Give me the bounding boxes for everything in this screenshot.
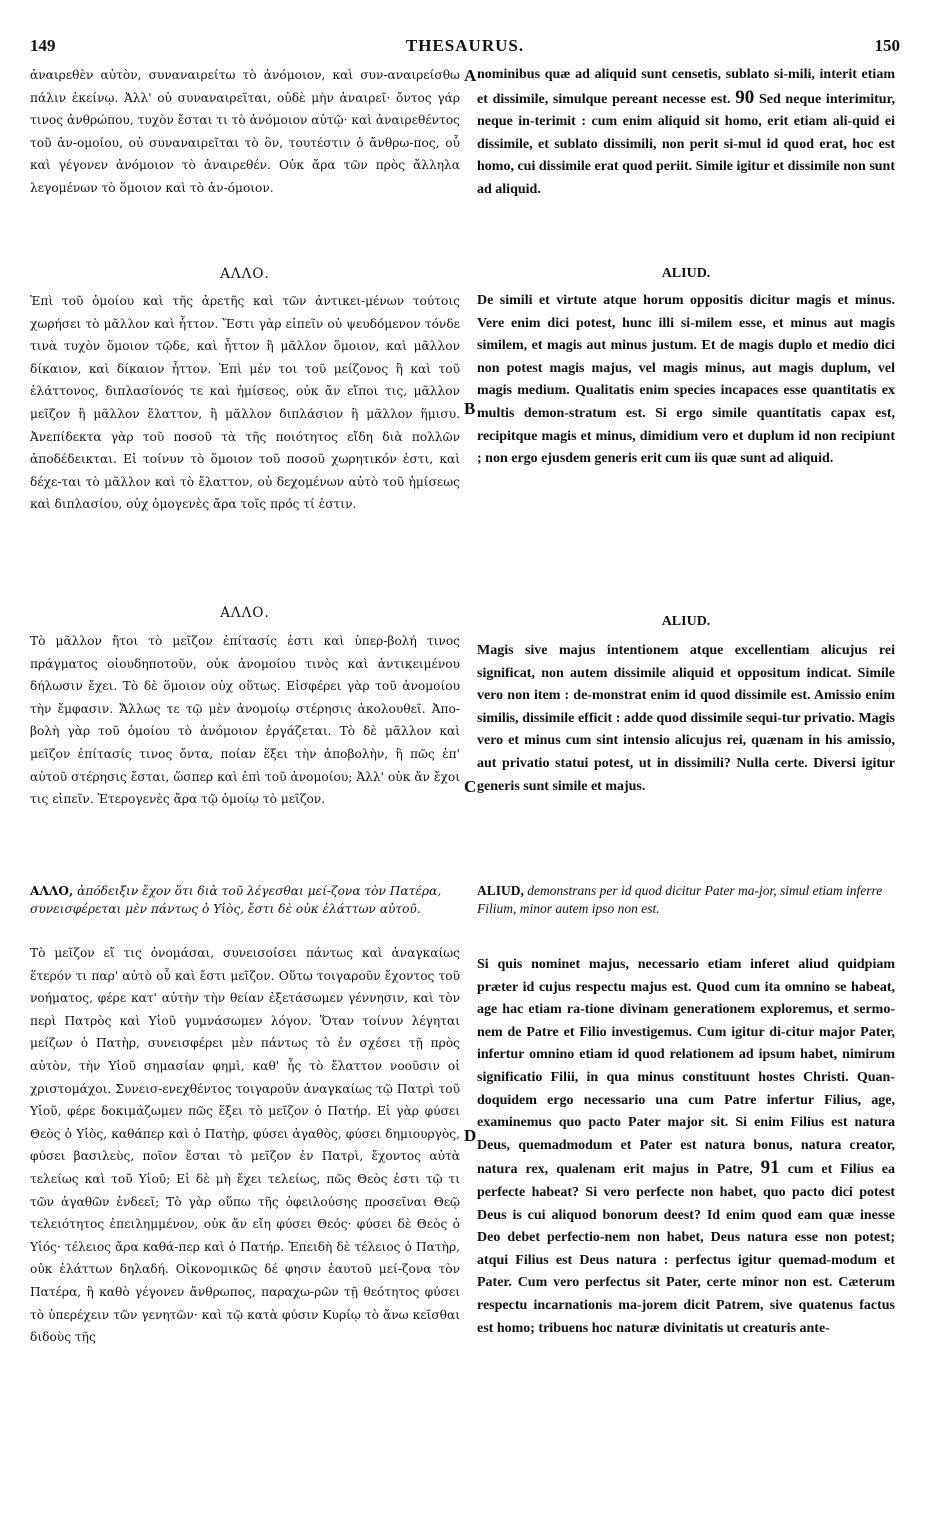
- page-header: [30, 36, 900, 62]
- section-number-91: 91: [760, 1157, 780, 1179]
- latin-section-4: [477, 954, 895, 1528]
- latin-subheading-text: demonstrans per id quod dicitur Pater ma-jor, simul etiam inferre Filium, minor autem ipso non est.: [477, 883, 883, 916]
- running-title: THESAURUS.: [405, 36, 525, 55]
- margin-letter-d: D: [464, 1126, 477, 1145]
- latin-text: Si quis nominet majus, necessario etiam inferet aliud quidpiam præter id cujus respectu majus est. Quod cum ita omnino se habeat, age hac etiam ra-tione divinam generationem exploremus, et sermo-nem de Patre et Filio investigemus. Cum igitur di-citur major Pater, infertur omnino etiam id quod relationem ad ipsum habet, nimirum significatio Filii, in qua minus constituunt hostes Christi. Quan-doquidem ergo necessario una cum Patre infertur Filius, age, examinemus quo pacto Pater major sit. Si enim Filius est natura Deus, quemadmodum et Pater est natura bonus, natura creator, natura rex, qualenam erit majus in Patre,: [477, 957, 895, 1178]
- greek-section-4: [30, 942, 460, 1528]
- margin-letter-b: B: [464, 399, 476, 418]
- greek-heading-allo-1: ΑΛΛΟ.: [220, 266, 270, 282]
- latin-paragraph: De simili et virtute atque horum oppositis dicitur magis et minus. Vere enim dici potest, hunc illi si-milem esse, et minus aut magis similem, et magis aut minus justum. Et de magis duplo et medio dici non potest magis majus, vel magis minus, aut magis duplum, vel magis medium. Qualitatis enim species incapaces esse quantitatis ex multis demon-stratum est. Si ergo simile quantitatis capax est, recipitque magis et minus, dimidium vero et duplum id non recipiunt ; non ergo ejusdem generis erit cum iis quæ sunt ad aliquid.: [477, 293, 895, 467]
- page-number-left: 149: [30, 36, 56, 55]
- greek-paragraph: Τὸ μεῖζον εἴ τις ὀνομάσαι, συνεισοίσει πάντως καὶ ἀναγκαίως ἕτερόν τι παρ' αὐτὸ οὗ καὶ ἔστι μεῖζον. Οὕτω τοιγαροῦν ἔχοντος τοῦ νοήματος, φέρε κατ' αὐτὴν τὴν θείαν ἐξετάσωμεν γέννησιν, καὶ τὸν περὶ Πατρὸς καὶ Υἱοῦ γυμνάσωμεν λόγον. Ὅταν τοίνυν λέγηται μείζων ὁ Πατὴρ, συνεισφέρει μὲν πάντως τὸ ἐν σχέσει τῇ πρὸς αὐτὸν, τὴν Υἱοῦ σημασίαν φημὶ, καθ' ἧς τὸ ἔλαττον νοοῦσιν οἱ χριστομάχοι. Συνεισ-ενεχθέντος τοιγαροῦν ἀναγκαίως τῷ Πατρὶ τοῦ Υἱοῦ, φέρε δοκιμάζωμεν πῶς ἕξει τὸ μεῖζον ὁ Πατήρ. Εἰ γὰρ φύσει Θεὸς ὁ Υἱὸς, καθάπερ καὶ ὁ Πατὴρ, φύσει ἀγαθὸς, φύσει δημιουργὸς, φύσει βασιλεὺς, ποῖον ἔσται τὸ μεῖζον ἐν Πατρὶ, ἔχοντος αὐτὰ τελείως καὶ τοῦ Υἱοῦ; Εἰ δὲ μὴ ἔχει τελείως, πῶς Θεὸς ἐστι τῷ τι τῶν ἀγαθῶν ἐνδεεῖ; Τὸ γὰρ οὕπω τῆς ὀφειλούσης προσεῖναι Θεῷ τελειότητος ἐπειλημμένον, οὐκ ἄν εἴη φύσει Θεός· φύσει δὲ Θεὸς ὁ Υἱός· τέλειος ἄρα καθά-περ καὶ ὁ Πατήρ. Ἐπειδὴ δὲ τέλειος ὁ Πατὴρ, οὐκ ἐλάττων δηλαδή. Οἰκονομικῶς δέ φησιν ἑαυτοῦ μεί-ζονα τὸν Πατέρα, ἢ καθὸ γέγονεν ἄνθρωπος, παραχω-ρῶν τῇ θεότητος φύσει τὸ ὑπερέχειν τῶν γενητῶν· καὶ τῷ κατὰ φύσιν Κυρίῳ τὸ ἄνω κεῖσθαι διδοὺς τῆς: [30, 946, 460, 1345]
- latin-heading-aliud-2: ALIUD.: [661, 614, 711, 629]
- latin-text: Sed neque interimitur, neque in-terimit : cum enim aliquid sit homo, erit etiam ali-quid ei dissimile, et sublato dissimili, non perit si-mul id quod erat, hoc est homo, cui dissimile erat quod periit. Simile igitur et dissimile non sunt ad aliquid.: [477, 91, 895, 197]
- latin-text: nominibus quæ ad aliquid sunt censetis, sublato si-mili, interit etiam et dissimile, simulque pereant necesse est.: [477, 67, 895, 107]
- latin-heading-aliud-1: ALIUD.: [661, 266, 711, 281]
- margin-letter-a: A: [464, 66, 477, 85]
- latin-section-2: [477, 290, 895, 558]
- greek-subheading-text: ἀπόδειξιν ἔχον ὅτι διὰ τοῦ λέγεσθαι μεί-ζονα τὸν Πατέρα, συνεισφέρεται μὲν πάντως ὁ Υἱὸς, ἔστι δὲ οὐκ ἐλάττων αὐτοῦ.: [30, 884, 442, 916]
- greek-section-3: [30, 630, 460, 882]
- page-number-right: 150: [874, 36, 900, 55]
- latin-section-3: [477, 640, 895, 868]
- section-number-90: 90: [735, 86, 755, 108]
- greek-paragraph: Τὸ μᾶλλον ἤτοι τὸ μεῖζον ἐπίτασίς ἐστι καὶ ὑπερ-βολή τινος πράγματος οἱουδηποτοῦν, οὐκ ἀνομοίου τινὸς καὶ ἀντικειμένου δήλωσιν ἔχει. Τὸ δὲ ὅμοιον οὐχ οὕτως. Εἰσφέρει γὰρ τοῦ ἀνομοίου τὴν ἔμφασιν. Ἄλλως τε τῷ μὲν ἀνομοίῳ στέρησις ἀκολουθεῖ. Ἀπο-βολὴ γὰρ τοῦ ὁμοίου τὸ ἀνόμοιον ἐργάζεται. Τὸ δὲ μᾶλλον καὶ μεῖζον ἐπίτασίς τινος ὄντα, ποίαν ἕξει τὴν ἀποβολὴν, ἢ πῶς ἐπ' αὐτοῦ στέρησις ἔσται, ὥσπερ καὶ ἐπὶ τοῦ ἀνομοίου; Ἀλλ' οὐκ ἄν ἔχοι τις εἰπεῖν. Ἑτερογενὲς ἄρα τῷ ὁμοίῳ τὸ μεῖζον.: [30, 634, 460, 807]
- greek-paragraph: ἀναιρεθὲν αὐτὸν, συναναιρείτω τὸ ἀνόμοιον, καὶ συν-αναιρείσθω πάλιν ἐκείνῳ. Ἀλλ' οὐ συναναιρεῖται, οὐδὲ μὴν ἀναιρεῖ· ὄντος γάρ τινος ἀνθρώπου, τυχὸν ἔσται τι τὸ ἀνόμοιον αὐτῷ· καὶ ἀναιρεθέντος τοῦ ἀν-ομοίου, οὐ συναναιρεῖται τὸ ὂν, τουτέστιν ὁ ἄνθρω-πος, οὗ καὶ γέγονεν ἀνόμοιον τὸ ἀναιρεθέν. Οὐκ ἄρα τῶν πρὸς ἄλληλα λεγομένων τὸ ὅμοιον καὶ τὸ ἀν-όμοιον.: [30, 68, 460, 195]
- latin-subheading: [477, 882, 895, 940]
- latin-text: cum et Filius ea perfecte habeat? Si vero perfecte non habet, quo pacto dici potest Deus is cui aliquod bonorum deest? Id enim quod eam quæ inesse Deo debet perfectio-nem non habet, Deus natura esse non potest; atqui Filius est Deus natura : perfectus igitur quemad-modum et Pater. Cum vero perfectus sit Pater, certe minor non est. Cæterum respectu incarnationis ma-jorem dicit Patrem, sive quatenus factus est homo; tribuens hoc naturæ divinitatis ut creaturis ante-: [477, 1162, 895, 1336]
- latin-paragraph: Magis sive majus intentionem atque excellentiam alicujus rei significat, non autem dissimile aliquid et oppositum indicat. Simile vero non item : de-monstrat enim id quod dissimile est. Amissio enim similis, dissimile efficit : adde quod dissimile sequi-tur privatio. Magis vero et minus cum sint intensio alicujus rei, quænam in his amissio, aut privatio statui potest, ut in dissimili? Nulla certe. Diversi igitur generis sunt simile et majus.: [477, 643, 895, 794]
- greek-paragraph: Ἐπὶ τοῦ ὁμοίου καὶ τῆς ἀρετῆς καὶ τῶν ἀντικει-μένων τούτοις χωρήσει τὸ μᾶλλον καὶ ἧττον. Ἔστι γὰρ εἰπεῖν οὐ ψευδόμενον τόνδε τινὰ τυχὸν ὅμοιον τῷδε, καὶ ἧττον ἢ μᾶλλον ὅμοιον, καὶ μᾶλλον δίκαιον, καὶ δίκαιον ἧττον. Ἐπὶ μέν τοι τοῦ μείζονος ἢ καὶ τοῦ ἐλάττονος, διπλασίονός τε καὶ ἡμίσεος, οὐκ ἄν εἴποι τις, μᾶλλον μεῖζον ἢ μᾶλλον ἔλαττον, ἢ μᾶλλον διπλάσιον ἢ μᾶλλον ἥμισυ. Ἀνεπίδεκτα γὰρ τοῦ ποσοῦ τὰ τῆς ποιότητος εἴδη διὰ πολλῶν ἀποδέδεικται. Εἰ τοίνυν τὸ ὅμοιον τοῦ ποσοῦ χωρητικόν ἐστι, καὶ δέχε-ται τὸ μᾶλλον καὶ τὸ ἔλαττον, οὐ δεχομένων αὐτὸ τοῦ ἡμίσεως καὶ διπλασίου, οὐχ ὁμογενὲς ἄρα τοῖς πρός τί ἐστιν.: [30, 294, 460, 512]
- greek-section-2: [30, 290, 460, 602]
- greek-subheading: [30, 882, 460, 940]
- margin-letter-c: C: [464, 777, 477, 796]
- greek-heading-allo-2: ΑΛΛΟ.: [220, 605, 270, 621]
- latin-section-1: [477, 64, 895, 264]
- greek-subheading-label: ΑΛΛΟ,: [30, 884, 74, 898]
- greek-section-1: [30, 64, 460, 264]
- latin-subheading-label: ALIUD,: [477, 883, 524, 898]
